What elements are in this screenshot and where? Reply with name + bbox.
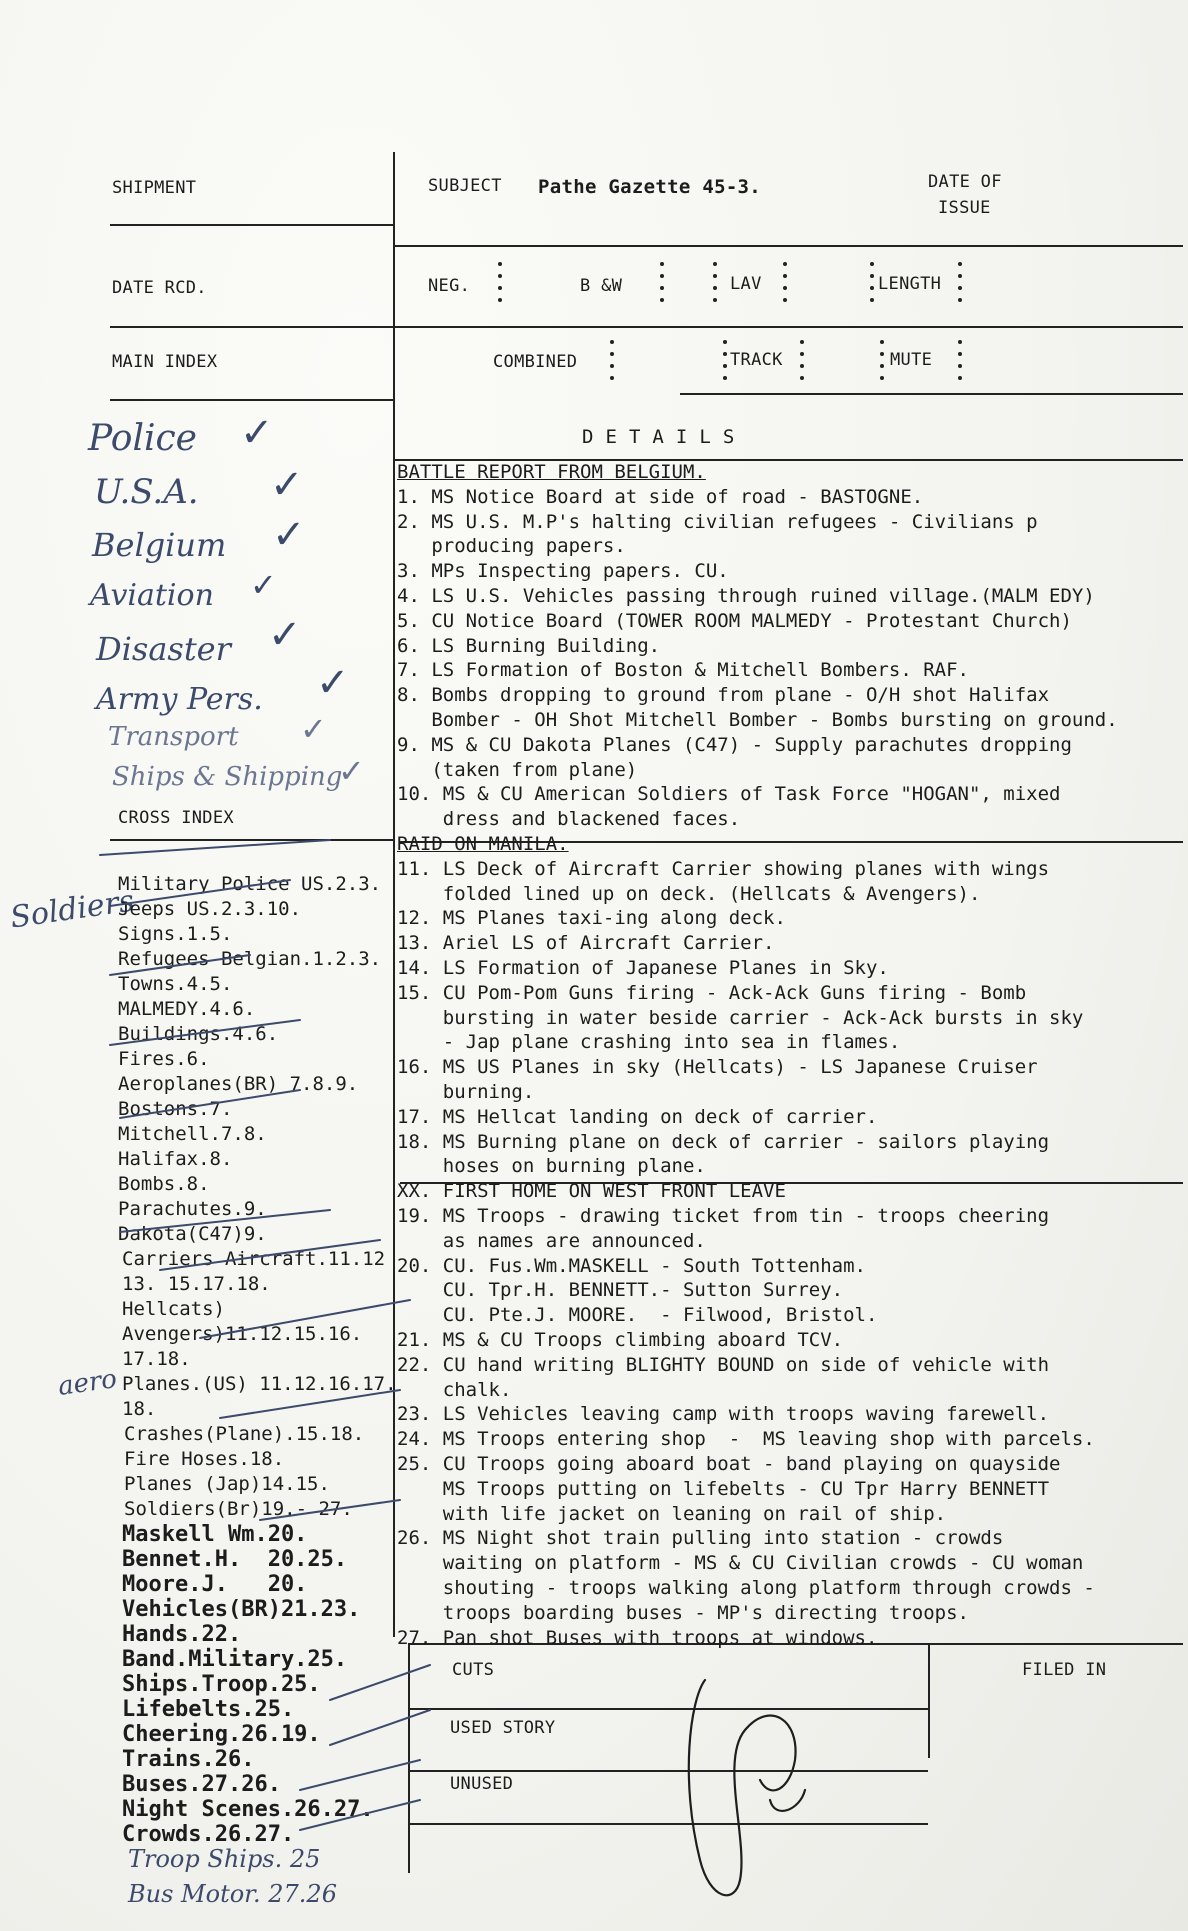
strike-stroke-9 (220, 1390, 400, 1418)
strike-stroke-14 (300, 1800, 420, 1830)
main-index-aviation: Aviation (90, 578, 214, 613)
detail-line: 15. CU Pom-Pom Guns firing - Ack-Ack Guns firing - Bomb (397, 981, 1027, 1004)
detail-line: 21. MS & CU Troops climbing aboard TCV. (397, 1329, 844, 1351)
main-index-usa: U.S.A. (94, 472, 199, 512)
cross-index-entry: 17.18. (122, 1348, 191, 1370)
cross-index-bold-entry: Buses.27.26. (122, 1772, 281, 1797)
strike-stroke-2 (110, 880, 290, 906)
details-title: D E T A I L S (582, 426, 735, 448)
strike-stroke-4 (110, 1020, 300, 1045)
cross-index-entry: Planes.(US) 11.12.16.17. (122, 1373, 397, 1395)
detail-line: 3. MPs Inspecting papers. CU. (397, 560, 729, 583)
detail-line: 13. Ariel LS of Aircraft Carrier. (397, 932, 775, 955)
mute-label: MUTE (890, 350, 933, 370)
check-belgium-icon: ✓ (272, 512, 306, 558)
cross-index-bold-entry: Ships.Troop.25. (122, 1672, 321, 1697)
cross-index-handwritten-busmotor: Bus Motor. 27.26 (128, 1880, 337, 1908)
used-story-label: USED STORY (450, 1718, 556, 1738)
main-index-label: MAIN INDEX (112, 352, 218, 372)
cross-index-bold-entry: Vehicles(BR)21.23. (122, 1597, 361, 1622)
detail-line: 7. LS Formation of Boston & Mitchell Bombers. RAF. (397, 659, 969, 682)
detail-line: 20. CU. Fus.Wm.MASKELL - South Tottenham. (397, 1254, 866, 1277)
cross-index-entry: 13. 15.17.18. (122, 1273, 271, 1295)
cross-index-entry: Dakota(C47)9. (118, 1223, 267, 1245)
strike-stroke-3 (110, 955, 250, 975)
cross-index-bold-entry: Trains.26. (122, 1747, 255, 1772)
subject-label: SUBJECT (428, 176, 502, 196)
detail-line: hoses on burning plane. (397, 1155, 706, 1178)
date-of-issue-label-1: DATE OF (928, 172, 1002, 192)
detail-line: 1. MS Notice Board at side of road - BASTOGNE. (397, 485, 924, 508)
check-police-icon: ✓ (240, 410, 274, 456)
date-rcd-label: DATE RCD. (112, 278, 207, 298)
bw-label: B &W (580, 276, 623, 296)
strike-stroke-7 (160, 1240, 380, 1270)
detail-heading: XX. FIRST HOME ON WEST FRONT LEAVE (397, 1180, 786, 1203)
check-disaster-icon: ✓ (268, 612, 302, 658)
strike-stroke-11 (330, 1665, 430, 1700)
margin-note-soldiers: Soldiers (8, 883, 137, 936)
cross-index-entry: Military Police US.2.3. (118, 873, 382, 895)
cross-index-entry: Bombs.8. (118, 1173, 210, 1195)
cross-index-bold-entry: Crowds.26.27. (122, 1822, 295, 1847)
detail-line: 6. LS Burning Building. (397, 634, 661, 657)
cross-index-bold-entry: Band.Military.25. (122, 1647, 348, 1672)
detail-line: chalk. (397, 1378, 512, 1401)
detail-heading: RAID ON MANILA. (397, 833, 569, 855)
detail-line: 25. CU Troops going aboard boat - band playing on quayside (397, 1453, 1061, 1475)
check-transport-icon: ✓ (300, 710, 327, 748)
detail-line: as names are announced. (397, 1229, 706, 1252)
detail-line: 22. CU hand writing BLIGHTY BOUND on side of vehicle with (397, 1353, 1050, 1376)
detail-line: producing papers. (397, 535, 626, 558)
strike-stroke-5 (120, 1090, 300, 1118)
detail-line: MS Troops putting on lifebelts - CU Tpr Harry BENNETT (397, 1477, 1050, 1500)
neg-label: NEG. (428, 276, 471, 296)
cross-index-entry: MALMEDY.4.6. (118, 998, 256, 1020)
detail-line: 11. LS Deck of Aircraft Carrier showing planes with wings (397, 857, 1050, 880)
cuts-label: CUTS (452, 1660, 495, 1680)
cross-index-bold-entry: Moore.J. 20. (122, 1572, 308, 1597)
cross-index-bold-entry: Lifebelts.25. (122, 1697, 295, 1722)
detail-line: 2. MS U.S. M.P's halting civilian refugees - Civilians p (397, 510, 1038, 533)
cross-index-bold-entry: Cheering.26.19. (122, 1722, 321, 1747)
strike-stroke-12 (330, 1710, 430, 1745)
cross-index-entry: Mitchell.7.8. (118, 1123, 267, 1145)
track-label: TRACK (730, 350, 783, 370)
detail-line: 14. LS Formation of Japanese Planes in Sky. (397, 957, 889, 979)
detail-line: troops boarding buses - MP's directing troops. (397, 1601, 969, 1624)
cross-index-entry: Fires.6. (118, 1048, 210, 1070)
detail-line: folded lined up on deck. (Hellcats & Avengers). (397, 882, 981, 905)
main-index-ships-shipping: Ships & Shipping (112, 762, 343, 792)
cross-index-entry: Signs.1.5. (118, 923, 233, 945)
detail-line: bursting in water beside carrier - Ack-Ack bursts in sky (397, 1006, 1084, 1029)
cross-index-entry: Bostons.7. (118, 1098, 233, 1120)
detail-line: dress and blackened faces. (397, 808, 741, 831)
filed-in-label: FILED IN (1022, 1660, 1107, 1680)
cross-index-entry: Aeroplanes(BR) 7.8.9. (118, 1073, 359, 1095)
cross-index-entry: Fire Hoses.18. (124, 1448, 285, 1470)
combined-label: COMBINED (493, 352, 578, 372)
detail-line: 12. MS Planes taxi-ing along deck. (397, 907, 786, 930)
detail-line: 8. Bombs dropping to ground from plane - O/H shot Halifax (397, 684, 1050, 707)
cross-index-bold-entry: Night Scenes.26.27. (122, 1797, 374, 1822)
cross-index-entry: Buildings.4.6. (118, 1023, 279, 1045)
main-index-army-pers: Army Pers. (96, 682, 263, 717)
unused-label: UNUSED (450, 1774, 514, 1794)
main-index-police: Police (88, 418, 197, 459)
detail-line: waiting on platform - MS & CU Civilian crowds - CU woman (397, 1552, 1084, 1575)
cross-index-entry: Parachutes.9. (118, 1198, 267, 1220)
cross-index-entry: Hellcats) (122, 1298, 225, 1320)
cross-index-entry: Avengers)11.12.15.16. (122, 1323, 363, 1345)
check-ships-icon: ✓ (338, 752, 365, 790)
cross-index-entry: Refugees Belgian.1.2.3. (118, 948, 382, 970)
strike-stroke-8 (200, 1300, 410, 1338)
detail-line: 9. MS & CU Dakota Planes (C47) - Supply parachutes dropping (397, 733, 1072, 756)
detail-line: 4. LS U.S. Vehicles passing through ruined village.(MALM EDY) (397, 585, 1095, 607)
detail-line: 24. MS Troops entering shop - MS leaving shop with parcels. (397, 1428, 1095, 1451)
strike-stroke-10 (260, 1500, 400, 1520)
strike-stroke-13 (300, 1760, 420, 1790)
cross-index-entry: Towns.4.5. (118, 973, 233, 995)
length-label: LENGTH (878, 274, 942, 294)
cross-index-entry: Carriers Aircraft.11.12 (122, 1248, 386, 1270)
check-aviation-icon: ✓ (250, 566, 277, 604)
lav-label: LAV (730, 274, 762, 294)
cross-index-entry: Jeeps US.2.3.10. (118, 898, 302, 920)
main-index-transport: Transport (108, 722, 239, 752)
date-of-issue-label-2: ISSUE (938, 198, 991, 218)
detail-line: 17. MS Hellcat landing on deck of carrier. (397, 1105, 878, 1128)
check-army-icon: ✓ (316, 660, 350, 706)
detail-line: 5. CU Notice Board (TOWER ROOM MALMEDY - Protestant Church) (397, 609, 1072, 632)
detail-line: shouting - troops walking along platform through crowds - (397, 1577, 1095, 1599)
cross-index-label: CROSS INDEX (118, 808, 234, 828)
cross-index-bold-entry: Hands.22. (122, 1622, 242, 1647)
cross-index-entry: Halifax.8. (118, 1148, 233, 1170)
detail-line: Bomber - OH Shot Mitchell Bomber - Bombs bursting on ground. (397, 709, 1118, 731)
margin-note-aero: aero (56, 1364, 119, 1402)
detail-line: 23. LS Vehicles leaving camp with troops waving farewell. (397, 1403, 1050, 1426)
detail-line: 27. Pan shot Buses with troops at windows. (397, 1626, 878, 1649)
strike-stroke-1 (100, 840, 330, 855)
strike-stroke-6 (120, 1210, 330, 1232)
main-index-disaster: Disaster (96, 630, 231, 668)
cross-index-entry: Planes (Jap)14.15. (124, 1473, 330, 1495)
signature-stroke (689, 1680, 805, 1895)
detail-line: CU. Tpr.H. BENNETT.- Sutton Surrey. (397, 1279, 844, 1302)
detail-line: 26. MS Night shot train pulling into station - crowds (397, 1527, 1004, 1550)
detail-line: 18. MS Burning plane on deck of carrier - sailors playing (397, 1130, 1050, 1153)
cross-index-entry: Crashes(Plane).15.18. (124, 1423, 365, 1445)
main-index-belgium: Belgium (92, 526, 227, 564)
detail-heading: BATTLE REPORT FROM BELGIUM. (397, 461, 706, 483)
cross-index-bold-entry: Maskell Wm.20. (122, 1522, 308, 1547)
detail-line: CU. Pte.J. MOORE. - Filwood, Bristol. (397, 1304, 878, 1327)
detail-line: 19. MS Troops - drawing ticket from tin - troops cheering (397, 1205, 1050, 1227)
cross-index-entry: 18. (122, 1398, 157, 1420)
check-usa-icon: ✓ (270, 462, 304, 508)
shipment-label: SHIPMENT (112, 178, 197, 198)
cross-index-bold-entry: Bennet.H. 20.25. (122, 1547, 348, 1572)
detail-line: 16. MS US Planes in sky (Hellcats) - LS Japanese Cruiser (397, 1056, 1038, 1079)
detail-line: burning. (397, 1081, 535, 1103)
cross-index-entry: Soldiers(Br)19.- 27. (124, 1498, 353, 1520)
detail-line: (taken from plane) (397, 758, 638, 781)
cross-index-handwritten-troopships: Troop Ships. 25 (128, 1845, 321, 1873)
subject-value: Pathe Gazette 45-3. (538, 176, 762, 198)
detail-line: with life jacket on leaning on rail of ship. (397, 1502, 947, 1525)
detail-line: 10. MS & CU American Soldiers of Task Force "HOGAN", mixed (397, 783, 1061, 806)
detail-line: - Jap plane crashing into sea in flames. (397, 1031, 901, 1054)
